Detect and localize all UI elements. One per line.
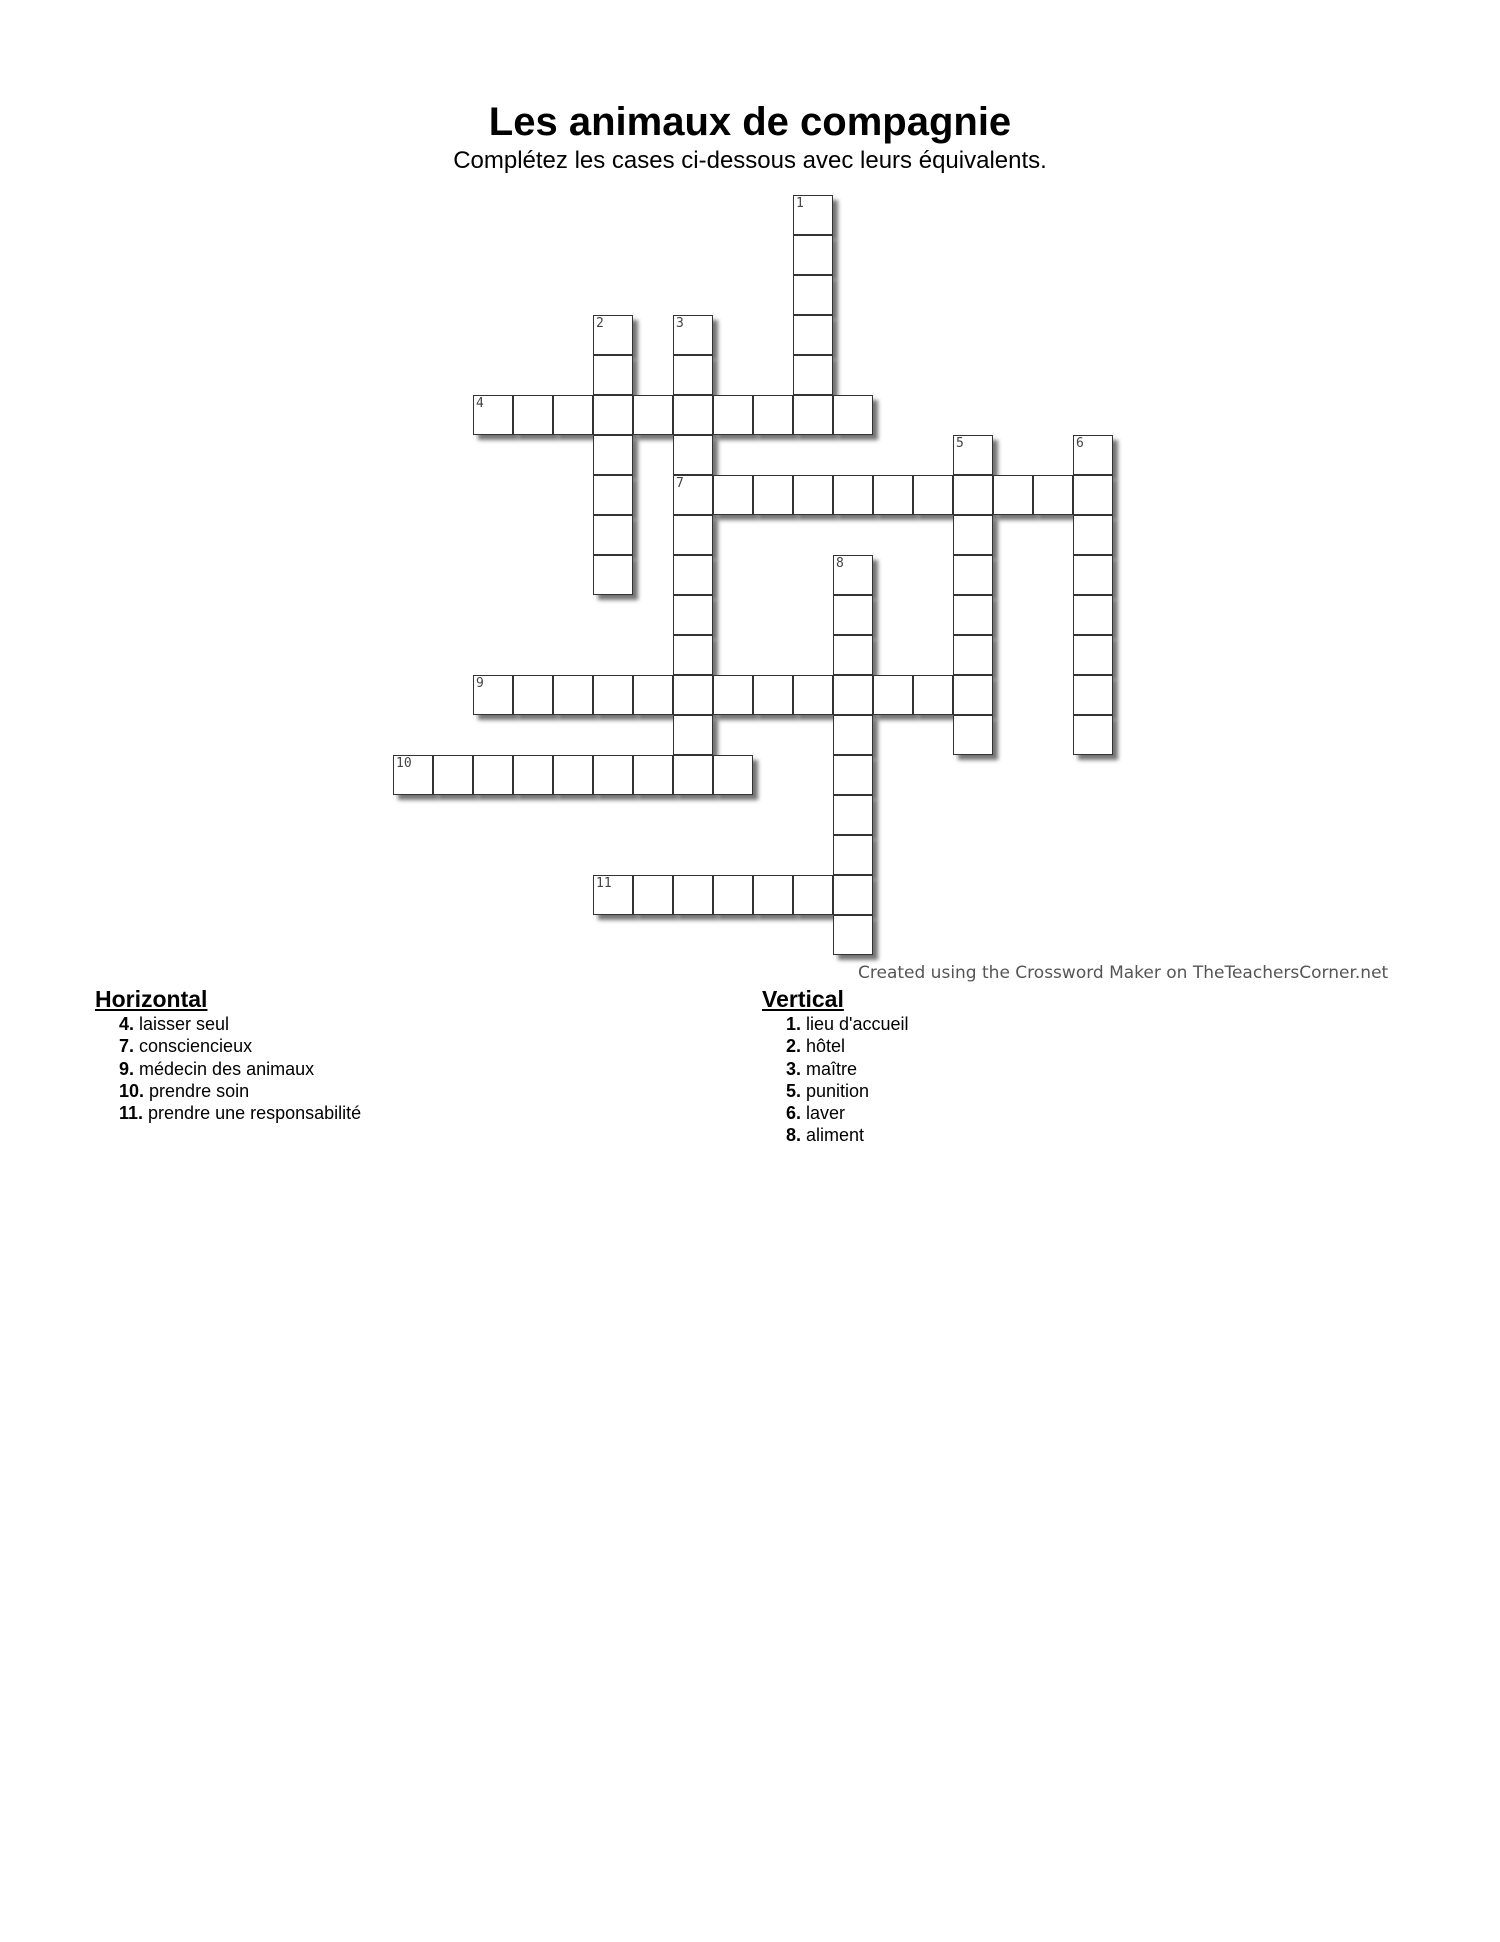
- grid-cell[interactable]: [593, 555, 633, 595]
- grid-cell[interactable]: [673, 355, 713, 395]
- grid-cell[interactable]: [673, 675, 713, 715]
- clue-text: lieu d'accueil: [801, 1014, 909, 1034]
- grid-cell[interactable]: [593, 395, 633, 435]
- grid-cell[interactable]: [633, 875, 673, 915]
- clue-number: 3: [676, 316, 684, 331]
- grid-cell[interactable]: [513, 675, 553, 715]
- clue-num: 6.: [786, 1103, 802, 1124]
- grid-cell[interactable]: [673, 635, 713, 675]
- grid-cell[interactable]: [713, 395, 753, 435]
- grid-cell[interactable]: [793, 875, 833, 915]
- grid-cell[interactable]: [673, 395, 713, 435]
- clue-text: maître: [801, 1058, 858, 1079]
- grid-cell[interactable]: [1073, 515, 1113, 555]
- grid-cell[interactable]: [833, 795, 873, 835]
- grid-cell[interactable]: [873, 475, 913, 515]
- grid-cell[interactable]: [713, 755, 753, 795]
- grid-cell[interactable]: [593, 515, 633, 555]
- grid-cell[interactable]: [953, 475, 993, 515]
- grid-cell[interactable]: [433, 755, 473, 795]
- clue-text: prendre soin: [144, 1080, 250, 1101]
- grid-cell[interactable]: [793, 475, 833, 515]
- clue-text: punition: [801, 1080, 870, 1101]
- grid-cell[interactable]: [713, 675, 753, 715]
- grid-cell[interactable]: [833, 555, 873, 595]
- clue-number: 10: [396, 756, 412, 771]
- credit-line: Created using the Crossword Maker on TheTeachersCorner.net: [858, 963, 1389, 983]
- grid-cell[interactable]: [833, 715, 873, 755]
- grid-cell[interactable]: [833, 475, 873, 515]
- grid-cell[interactable]: [593, 355, 633, 395]
- clues-down-heading: Vertical: [762, 986, 844, 1012]
- across-clue: [119, 1013, 361, 1035]
- grid-cell[interactable]: [473, 755, 513, 795]
- grid-cell[interactable]: [1073, 475, 1113, 515]
- clue-text: aliment: [801, 1125, 865, 1146]
- down-clue: [786, 1124, 909, 1146]
- grid-cell[interactable]: [953, 435, 993, 475]
- clues-across-heading: Horizontal: [95, 986, 208, 1012]
- down-clue: [786, 1080, 909, 1102]
- clues-across: [95, 985, 361, 1124]
- clue-text: hôtel: [801, 1036, 846, 1057]
- grid-cell[interactable]: [833, 915, 873, 955]
- clue-num: 8.: [786, 1125, 802, 1146]
- grid-cell[interactable]: [513, 395, 553, 435]
- grid-cell[interactable]: [633, 395, 673, 435]
- clue-num: 3.: [786, 1058, 802, 1079]
- page-subtitle: Complétez les cases ci-dessous avec leurs équivalents.: [453, 147, 1047, 174]
- grid-cell[interactable]: [593, 435, 633, 475]
- clues-down-list: [762, 1013, 909, 1147]
- grid-cell[interactable]: [713, 475, 753, 515]
- clue-num: 2.: [786, 1036, 802, 1057]
- grid-cell[interactable]: [593, 755, 633, 795]
- grid-cell[interactable]: [673, 555, 713, 595]
- grid-cell[interactable]: [673, 515, 713, 555]
- grid-cell[interactable]: [673, 435, 713, 475]
- grid-cell[interactable]: [793, 195, 833, 235]
- grid-cell[interactable]: [593, 475, 633, 515]
- grid-cell[interactable]: [953, 595, 993, 635]
- grid-cell[interactable]: [1073, 675, 1113, 715]
- clues-down: [762, 985, 909, 1147]
- grid-cell[interactable]: [1073, 595, 1113, 635]
- grid-cell[interactable]: [913, 675, 953, 715]
- clue-num: 4.: [119, 1014, 135, 1034]
- grid-cell[interactable]: [953, 555, 993, 595]
- grid-cell[interactable]: [833, 675, 873, 715]
- clue-number: 9: [476, 676, 484, 691]
- down-clue: [786, 1013, 909, 1035]
- clue-number: 4: [476, 396, 484, 411]
- grid-cell[interactable]: [673, 315, 713, 355]
- across-clue: [119, 1035, 361, 1057]
- grid-cell[interactable]: [1073, 435, 1113, 475]
- grid-cell[interactable]: [953, 635, 993, 675]
- clue-num: 1.: [786, 1014, 802, 1034]
- clue-number: 1: [796, 196, 804, 211]
- clue-number: 7: [676, 476, 684, 491]
- grid-cell[interactable]: [753, 395, 793, 435]
- clue-text: prendre une responsabilité: [143, 1103, 362, 1124]
- grid-cell[interactable]: [833, 875, 873, 915]
- clue-num: 5.: [786, 1080, 802, 1101]
- grid-cell[interactable]: [913, 475, 953, 515]
- across-clue: [119, 1058, 361, 1080]
- clue-num: 11.: [119, 1103, 144, 1124]
- grid-cell[interactable]: [553, 675, 593, 715]
- clue-num: 9.: [119, 1058, 135, 1079]
- grid-cell[interactable]: [553, 755, 593, 795]
- grid-cell[interactable]: [873, 675, 913, 715]
- grid-cell[interactable]: [673, 715, 713, 755]
- clue-number: 8: [836, 556, 844, 571]
- grid-cell[interactable]: [753, 675, 793, 715]
- grid-cell[interactable]: [393, 755, 433, 795]
- grid-cell[interactable]: [993, 475, 1033, 515]
- grid-cell[interactable]: [793, 235, 833, 275]
- grid-cell[interactable]: [953, 675, 993, 715]
- page-title: Les animaux de compagnie: [488, 100, 1012, 144]
- clue-text: laver: [801, 1103, 846, 1124]
- grid-cell[interactable]: [713, 875, 753, 915]
- across-clue: [119, 1080, 361, 1102]
- grid-cell[interactable]: [793, 315, 833, 355]
- clue-text: consciencieux: [134, 1036, 253, 1057]
- clue-text: laisser seul: [134, 1014, 230, 1034]
- grid-cell[interactable]: [953, 715, 993, 755]
- grid-cell[interactable]: [473, 675, 513, 715]
- grid-cell[interactable]: [473, 395, 513, 435]
- grid-cell[interactable]: [953, 515, 993, 555]
- clue-text: médecin des animaux: [134, 1058, 315, 1079]
- grid-cell[interactable]: [833, 595, 873, 635]
- grid-cell[interactable]: [593, 675, 633, 715]
- grid-cell[interactable]: [833, 395, 873, 435]
- down-clue: [786, 1035, 909, 1057]
- grid-cell[interactable]: [1073, 555, 1113, 595]
- grid-cell[interactable]: [1033, 475, 1073, 515]
- clue-num: 7.: [119, 1036, 135, 1057]
- grid-cell[interactable]: [753, 875, 793, 915]
- grid-cell[interactable]: [513, 755, 553, 795]
- grid-cell[interactable]: [673, 755, 713, 795]
- grid-cell[interactable]: [793, 675, 833, 715]
- grid-cell[interactable]: [553, 395, 593, 435]
- clues-across-list: [95, 1013, 361, 1124]
- grid-cell[interactable]: [673, 475, 713, 515]
- grid-cell[interactable]: [593, 315, 633, 355]
- down-clue: [786, 1058, 909, 1080]
- grid-cell[interactable]: [753, 475, 793, 515]
- grid-cell[interactable]: [1073, 635, 1113, 675]
- clue-number: 2: [596, 316, 604, 331]
- grid-cell[interactable]: [793, 275, 833, 315]
- grid-cell[interactable]: [633, 675, 673, 715]
- across-clue: [119, 1102, 361, 1124]
- grid-cell[interactable]: [833, 635, 873, 675]
- grid-cell[interactable]: [793, 395, 833, 435]
- clue-number: 5: [956, 436, 964, 451]
- down-clue: [786, 1102, 909, 1124]
- clue-num: 10.: [119, 1080, 145, 1101]
- grid-cell[interactable]: [793, 355, 833, 395]
- grid-cell[interactable]: [633, 755, 673, 795]
- grid-cell[interactable]: [833, 835, 873, 875]
- clue-number: 6: [1076, 436, 1084, 451]
- grid-cell[interactable]: [593, 875, 633, 915]
- grid-cell[interactable]: [673, 595, 713, 635]
- grid-cell[interactable]: [833, 755, 873, 795]
- grid-cell[interactable]: [673, 875, 713, 915]
- grid-cell[interactable]: [1073, 715, 1113, 755]
- clue-number: 11: [596, 876, 612, 891]
